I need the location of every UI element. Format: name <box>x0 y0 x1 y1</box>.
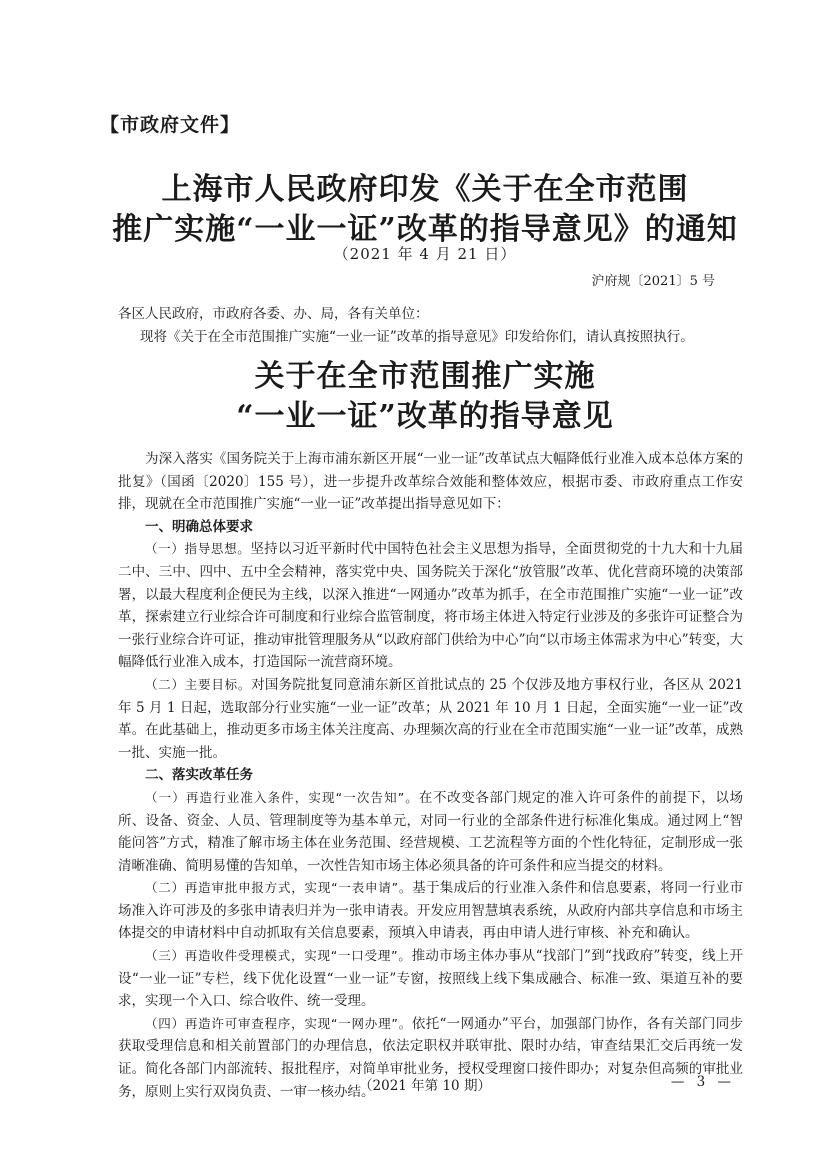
section-heading: 二、落实改革任务 <box>145 767 253 784</box>
issue-number: （2021 年第 10 期） <box>359 1078 491 1094</box>
paragraph-lead: （二）再造审批申报方式，实现“一表申请”。 <box>145 880 413 896</box>
intro-paragraph: 为深入落实《国务院关于上海市浦东新区开展“一业一证”改革试点大幅降低行业准入成本总体方案的批复》（国函〔2020〕155 号），进一步提升改革综合效能和整体效应，根据市委、市政府重点工作安排，现就在全市范围推广实施“一业一证”改革提出指导意见如下： <box>118 451 743 513</box>
document-number: 沪府规〔2021〕5 号 <box>591 274 715 289</box>
opinion-title <box>100 357 750 437</box>
body-paragraph <box>118 538 743 674</box>
section-heading: 一、明确总体要求 <box>145 518 253 535</box>
paragraph-lead: （一）指导思想。 <box>145 541 251 557</box>
body-paragraph <box>118 945 743 1013</box>
document-body <box>118 448 743 1103</box>
paragraph-text: 基于集成后的行业准入条件和信息要素，将同一行业市场准入许可涉及的多张申请表归并为一张申请表。开发应用智慧填表系统，从政府内部共享信息和市场主体提交的申请材料中自动抓取有关信息要素，预填入申请表，再由申请人进行审核、补充和确认。 <box>118 880 744 942</box>
notice-date: （2021 年 4 月 21 日） <box>333 245 517 263</box>
page-number: — 3 — <box>670 1074 735 1090</box>
paragraph-lead: （一）再造行业准入条件，实现“一次告知”。 <box>145 789 419 805</box>
paragraph-lead: （四）再造许可审查程序，实现“一网办理”。 <box>145 1015 412 1031</box>
paragraph-text: 在不改变各部门规定的准入许可条件的前提下，以场所、设备、资金、人员、管理制度等为基本单元，对同一行业的全部条件进行标准化集成。通过网上“智能问答”方式，精准了解市场主体在业务范围、经营规模、工艺流程等方面的个性化特征，定制形成一张清晰准确、简明易懂的告知单，一次性告知市场主体必须具备的许可条件和应当提交的材料。 <box>118 789 744 874</box>
paragraph-lead: （三）再造收件受理模式，实现“一口受理”。 <box>145 948 412 964</box>
notice-title-line-2: 推广实施“一业一证”改革的指导意见》的通知 <box>112 212 738 247</box>
body-paragraph <box>118 787 743 877</box>
opinion-title-line-1: 关于在全市范围推广实施 <box>254 359 596 394</box>
document-category: 【市政府文件】 <box>100 114 241 136</box>
paragraph-text: 对国务院批复同意浦东新区首批试点的 25 个仅涉及地方事权行业，各区从 2021 年 5 月 1 日起，选取部分行业实施“一业一证”改革；从 2021 年 10 月 1 日起，全面实施“一业一证”改革。在此基础上，推动更多市场主体关注度高、办理频次高的行业在全市范围实施“一业一证”改革，成熟一批、实施一批。 <box>118 676 743 761</box>
opinion-title-line-2: “一业一证”改革的指导意见 <box>236 399 614 434</box>
paragraph-text: 依托“一网通办”平台，加强部门协作，各有关部门同步获取受理信息和相关前置部门的办理信息，依法定职权并联审批、限时办结，审查结果汇交后再统一发证。简化各部门内部流转、报批程序，对简单审批业务，授权受理窗口接件即办；对复杂但高频的审批业务，原则上实行双岗负责、一审一核办结。 <box>118 1015 744 1100</box>
body-paragraph <box>118 877 743 945</box>
paragraph-lead: （二）主要目标。 <box>145 676 252 692</box>
paragraph-text: 推动市场主体办事从“找部门”到“找政府”转变，线上开设“一业一证”专栏，线下优化设置“一业一证”专窗，按照线上线下集成融合、标准一致、渠道互补的要求，实现一个入口、综合收件、统一受理。 <box>118 948 744 1010</box>
transmittal-text: 现将《关于在全市范围推广实施“一业一证”改革的指导意见》印发给你们，请认真按照执行。 <box>140 329 694 345</box>
body-paragraph <box>118 674 743 764</box>
notice-title-line-1: 上海市人民政府印发《关于在全市范围 <box>161 172 689 207</box>
paragraph-text: 坚持以习近平新时代中国特色社会主义思想为指导，全面贯彻党的十九大和十九届二中、三中、四中、五中全会精神，落实党中央、国务院关于深化“放管服”改革、优化营商环境的决策部署，以最大程度利企便民为主线，以深入推进“一网通办”改革为抓手，在全市范围推广实施“一业一证”改革，探索建立行业综合许可制度和行业综合监管制度，将市场主体进入特定行业涉及的多张许可证整合为一张行业综合许可证，推动审批管理服务从“以政府部门供给为中心”向“以市场主体需求为中心”转变，大幅降低行业准入成本，打造国际一流营商环境。 <box>118 541 743 671</box>
addressee: 各区人民政府，市政府各委、办、局，各有关单位： <box>118 306 429 322</box>
notice-title <box>100 170 750 250</box>
